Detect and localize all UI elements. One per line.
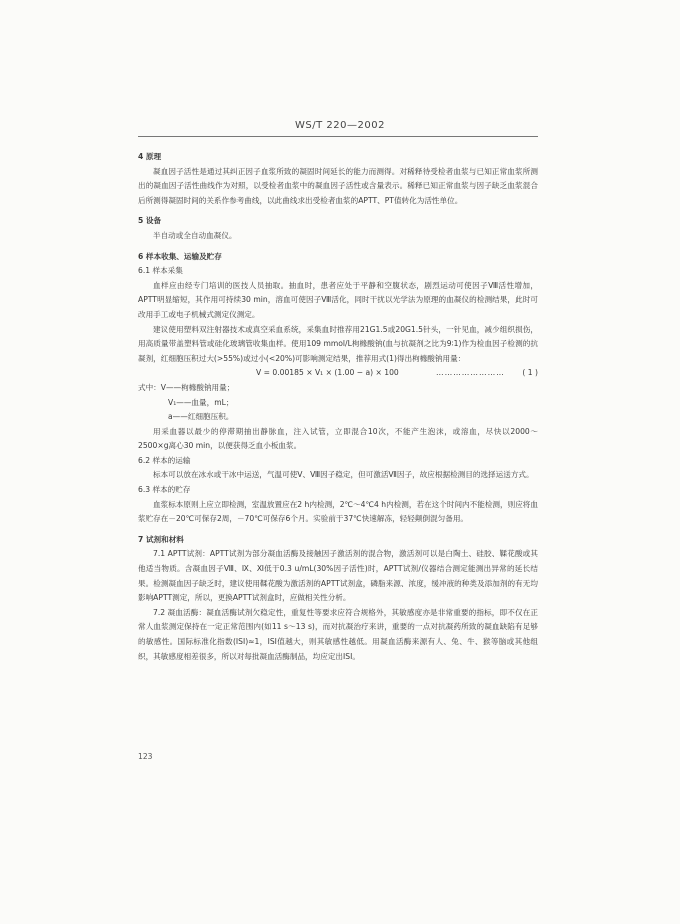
formula-leader-dots: …………………… <box>436 368 505 378</box>
section-6-3-title: 6.3 样本的贮存 <box>138 485 191 495</box>
section-4-title: 4 原理 <box>138 152 162 161</box>
section-5-text: 半自动或全自动血凝仪。 <box>153 230 237 240</box>
formula-1 <box>138 366 538 381</box>
section-6-title: 6 样本收集、运输及贮存 <box>138 251 222 261</box>
section-5-title: 5 设备 <box>138 216 162 226</box>
section-6-1-text-3: 用采血器以最少的停滞期抽出静脉血，注入试管，立即混合10次，不能产生泡沫，或溶血，尽快以2000～2500×g离心30 min，以便获得乏血小板血浆。 <box>138 426 538 451</box>
section-7-title: 7 试剂和材料 <box>138 534 184 544</box>
formula-number: ( 1 ) <box>522 368 538 378</box>
section-6-2-title: 6.2 样本的运输 <box>138 455 191 465</box>
document-body <box>138 150 538 664</box>
section-6-3-text: 血浆标本原则上应立即检测，室温放置应在2 h内检测，2℃～4℃4 h内检测，若在这个时间内不能检测，则应将血浆贮存在－20℃可保存2周，－70℃可保存6个月。实验前于37℃快速解冻，轻轻颠倒混匀备用。 <box>138 499 538 524</box>
section-6-1-title: 6.1 样本采集 <box>138 266 183 276</box>
section-7-2-text: 7.2 凝血活酶：凝血活酶试剂欠稳定性，重复性等要求应符合规格外，其敏感度亦是非常重要的指标，即不仅在正常人血浆测定保持在一定正常范围内(如11 s～13 s)，而对抗凝治疗来讲，重要的一点对抗凝药所致的凝血缺陷有足够的敏感性。国际标准化指数(ISI)≈1，ISI值越大，则其敏感性越低。用凝血活酶来源有人、兔、牛、猴等脑或其他组织，其敏感度相差很多，所以对每批凝血活酶制品，均应定出ISI。 <box>138 607 538 661</box>
section-4-text: 凝血因子活性是通过其纠正因子血浆所致的凝固时间延长的能力而测得。对稀释待受检者血浆与已知正常血浆所测出的凝血因子活性曲线作为对照，以受检者血浆中的凝血因子活性或含量表示。稀释已知正常血浆与因子缺乏血浆混合后所测得凝固时间的关系作参考曲线，以此曲线求出受检者血浆的APTT、PT值转化为活性单位。 <box>138 166 538 205</box>
formula-expression: V = 0.00185 × V₁ × (1.00 − a) × 100 <box>256 368 399 378</box>
header-rule <box>138 136 538 137</box>
section-7-1-text: 7.1 APTT试剂：APTT试剂为部分凝血活酶及接触因子激活剂的混合物，激活剂可以是白陶土、硅胶、鞣花酸或其他适当物质。含凝血因子Ⅷ、Ⅸ、Ⅺ低于0.3 u/mL(30%因子活性)时，APTT试剂/仪器结合测定能测出异常的延长结果。检测凝血因子缺乏时，建议使用鞣花酸为激活剂的APTT试剂盒，磷脂来源、浓度，缓冲液的种类及添加剂的有无均影响APTT测定，所以，更换APTT试剂盒时，应做相关性分析。 <box>138 549 538 603</box>
section-6-1-text-1: 血样应由经专门培训的医技人员抽取。抽血时，患者应处于平静和空腹状态，剧烈运动可使因子Ⅷ活性增加，APTT明显缩短，其作用可持续30 min，溶血可使因子Ⅷ活化，同时干扰以光学法为原理的血凝仪的检测结果，此时可改用手工或电子机械式测定仪测定。 <box>138 280 538 319</box>
section-6-1-text-2: 建议使用塑料双注射器技术或真空采血系统，采集血时推荐用21G1.5或20G1.5针头，一针见血，减少组织损伤，用高质量带盖塑料管或硅化玻璃管收集血样。使用109 mmol/L枸橼酸钠(血与抗凝剂之比为9∶1)作为检血因子检测的抗凝剂，红细胞压积过大(>55%)或过小(<20%)可影响测定结果，推荐用式(1)得出枸橼酸钠用量： <box>138 324 538 363</box>
formula-where-v1: V₁——血量，mL； <box>168 397 234 407</box>
formula-where-line: 式中：V——枸橼酸钠用量； <box>138 382 235 392</box>
page-number: 123 <box>138 752 153 761</box>
running-header: WS/T 220—2002 <box>295 120 385 131</box>
formula-where-a: a——红细胞压积。 <box>168 412 234 422</box>
section-6-2-text: 标本可以放在冰水或干冰中运送，气温可使Ⅴ、Ⅷ因子稳定，但可激活Ⅶ因子，故应根据检测目的选择运送方式。 <box>153 470 534 480</box>
